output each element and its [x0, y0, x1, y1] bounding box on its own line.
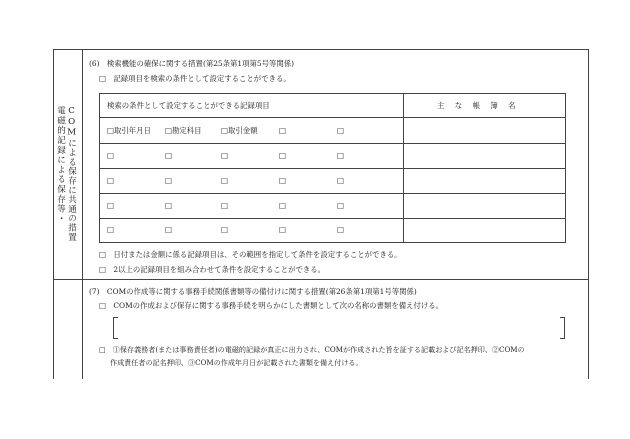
- checkbox-r3c5[interactable]: □: [337, 176, 344, 185]
- checkbox-r2c3[interactable]: □: [221, 151, 228, 160]
- table-row-line-4: [99, 218, 566, 219]
- checkbox-r5c2[interactable]: □: [165, 225, 172, 234]
- table-mid-line: [403, 93, 404, 243]
- table-header-bottom-line: [99, 117, 566, 118]
- checkbox-transaction-amount[interactable]: □取引金額: [221, 126, 258, 135]
- checkbox-r4c1[interactable]: □: [107, 201, 114, 210]
- section6-check-range[interactable]: □ 日付または金額に係る記録項目は、その範囲を指定して条件を設定することができる。: [99, 250, 402, 259]
- checkbox-r4c3[interactable]: □: [221, 201, 228, 210]
- checkbox-custom-1[interactable]: □: [279, 126, 286, 135]
- checkbox-r3c2[interactable]: □: [165, 176, 172, 185]
- section7-check-certification-cont: 作成責任者の記名押印、③COMの作成年月日が記載された書類を備え付ける。: [110, 358, 363, 367]
- checkbox-r3c4[interactable]: □: [279, 176, 286, 185]
- checkbox-r5c4[interactable]: □: [279, 225, 286, 234]
- checkbox-account-title[interactable]: □勘定科目: [165, 126, 202, 135]
- frame-top-line: [53, 49, 589, 50]
- checkbox-r4c4[interactable]: □: [279, 201, 286, 210]
- checkbox-r2c2[interactable]: □: [165, 151, 172, 160]
- checkbox-transaction-date[interactable]: □取引年月日: [107, 126, 151, 135]
- side-label-com: COMによる保存に共通の措置: [66, 106, 77, 242]
- checkbox-r3c3[interactable]: □: [221, 176, 228, 185]
- section6-heading: (6) 検索機能の確保に関する措置(第25条第1項第5号等関係): [89, 59, 295, 68]
- checkbox-r5c3[interactable]: □: [221, 225, 228, 234]
- bracket-right: [560, 317, 565, 339]
- checkbox-r3c1[interactable]: □: [107, 176, 114, 185]
- checkbox-r5c1[interactable]: □: [107, 225, 114, 234]
- side-column-divider: [82, 49, 83, 379]
- bracket-left: [113, 317, 118, 339]
- section6-check-combine[interactable]: □ 2以上の記録項目を組み合わせて条件を設定することができる。: [99, 265, 326, 274]
- checkbox-r5c5[interactable]: □: [337, 225, 344, 234]
- frame-right-line: [588, 49, 589, 379]
- table-row-line-2: [99, 168, 566, 169]
- section7-check-certification[interactable]: □ ①保存義務者(または事務責任者)の電磁的記録が真正に出力され、COMが作成された旨を証する記載および記名押印、②COMの: [99, 345, 525, 354]
- section7-check-procedure-docs[interactable]: □ COMの作成および保存に関する事務手続を明らかにした書類として次の名称の書類を備え付ける。: [99, 301, 444, 310]
- table-header-search-items: 検索の条件として設定することができる記録項目: [107, 101, 270, 110]
- table-row-line-3: [99, 193, 566, 194]
- checkbox-r4c5[interactable]: □: [337, 201, 344, 210]
- section6-check-search-condition[interactable]: □ 記録項目を検索の条件として設定することができる。: [99, 74, 291, 83]
- checkbox-custom-2[interactable]: □: [337, 126, 344, 135]
- table-header-book-names: 主 な 帳 簿 名: [437, 101, 518, 110]
- table-left-line: [99, 93, 100, 243]
- checkbox-r2c1[interactable]: □: [107, 151, 114, 160]
- checkbox-r2c5[interactable]: □: [337, 151, 344, 160]
- frame-left-line: [53, 49, 54, 379]
- table-top-line: [99, 93, 566, 94]
- table-row-line-1: [99, 143, 566, 144]
- table-right-line: [565, 93, 566, 243]
- checkbox-r4c2[interactable]: □: [165, 201, 172, 210]
- section7-heading: (7) COMの作成等に関する事務手続関係書類等の備付けに関する措置(第26条第1項第1号等関係): [89, 287, 417, 296]
- section-divider-line: [53, 279, 589, 280]
- checkbox-r2c4[interactable]: □: [279, 151, 286, 160]
- side-label-storage: 電磁的記録による保存等・: [55, 106, 66, 224]
- table-bottom-line: [99, 242, 566, 243]
